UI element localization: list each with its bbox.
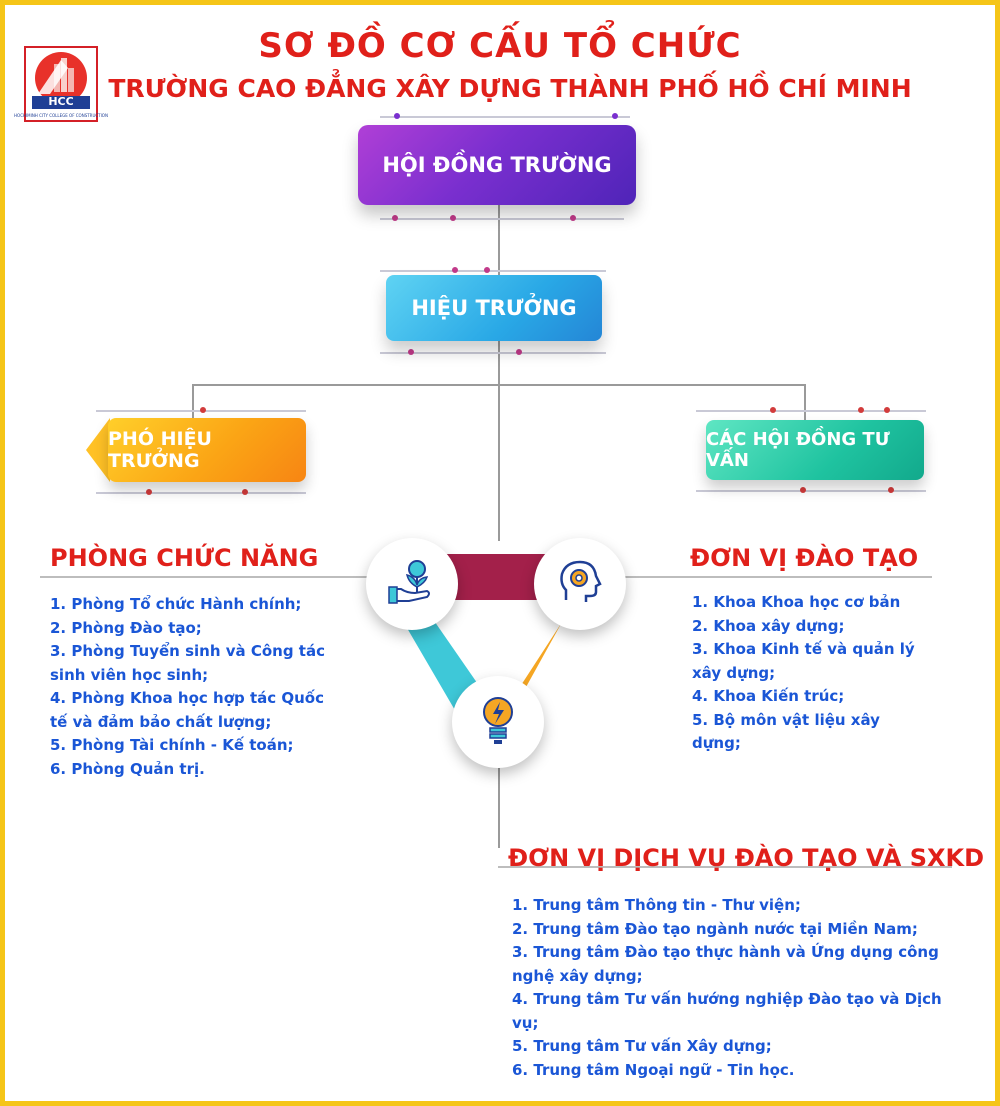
connector-line: [192, 384, 806, 386]
list-item: 5. Phòng Tài chính - Kế toán;: [50, 736, 294, 754]
connector-line: [804, 384, 806, 420]
list-item: 3. Phòng Tuyển sinh và Công tác: [50, 642, 325, 660]
decor-dot: [450, 215, 456, 221]
decor-dot: [146, 489, 152, 495]
head-gear-icon: [556, 558, 604, 610]
decor-dot: [888, 487, 894, 493]
decor-dot: [884, 407, 890, 413]
decor-dot: [858, 407, 864, 413]
decor-rail: [380, 116, 630, 118]
decor-dot: [770, 407, 776, 413]
list-don-vi-dich-vu: [512, 894, 952, 1082]
section-heading-phong-chuc-nang: PHÒNG CHỨC NĂNG: [50, 544, 319, 572]
list-item: vụ;: [512, 1013, 539, 1032]
list-item: 5. Bộ môn vật liệu xây dựng;: [692, 710, 880, 752]
list-item: 6. Phòng Quản trị.: [50, 759, 205, 778]
connector-line: [192, 384, 194, 418]
circle-functional: [366, 538, 458, 630]
decor-rail: [380, 218, 624, 220]
decor-dot: [484, 267, 490, 273]
list-item: 4. Khoa Kiến trúc;: [692, 687, 845, 705]
list-item: xây dựng;: [692, 663, 776, 682]
decor-dot: [452, 267, 458, 273]
decor-rail: [696, 410, 926, 412]
logo-text: HCC: [48, 95, 74, 108]
list-item: 4. Trung tâm Tư vấn hướng nghiệp Đào tạo và Dịch: [512, 990, 942, 1008]
node-pho-hieu-truong-arrow: [86, 418, 110, 482]
decor-dot: [570, 215, 576, 221]
decor-rail: [380, 270, 606, 272]
decor-dot: [242, 489, 248, 495]
plant-hand-icon: [387, 559, 437, 609]
list-item: 1. Trung tâm Thông tin - Thư viện;: [512, 896, 801, 914]
circle-training: [534, 538, 626, 630]
list-item: 2. Trung tâm Đào tạo ngành nước tại Miền Nam;: [512, 919, 918, 938]
decor-dot: [516, 349, 522, 355]
list-item: 1. Khoa Khoa học cơ bản: [692, 593, 901, 611]
list-item: 4. Phòng Khoa học hợp tác Quốc: [50, 689, 324, 707]
section-heading-don-vi-dich-vu: ĐƠN VỊ DỊCH VỤ ĐÀO TẠO VÀ SXKD: [508, 844, 985, 872]
decor-dot: [800, 487, 806, 493]
decor-dot: [392, 215, 398, 221]
list-item: 3. Khoa Kinh tế và quản lý: [692, 640, 915, 658]
lightbulb-icon: [478, 694, 518, 750]
page-title: SƠ ĐỒ CƠ CẤU TỔ CHỨC: [258, 26, 742, 66]
connector-line: [498, 341, 500, 541]
logo-tagline: HOCHIMINH CITY COLLEGE OF CONSTRUCTION: [14, 113, 108, 118]
list-don-vi-dao-tao: [692, 591, 932, 756]
page-subtitle: TRƯỜNG CAO ĐẲNG XÂY DỰNG THÀNH PHỐ HỒ CHÍ MINH: [108, 74, 912, 103]
divider-line: [40, 576, 370, 578]
list-item: 2. Khoa xây dựng;: [692, 616, 845, 635]
list-item: 1. Phòng Tổ chức Hành chính;: [50, 595, 302, 613]
list-phong-chuc-nang: [50, 593, 330, 781]
connector-line: [498, 205, 500, 275]
divider-line: [624, 576, 932, 578]
connector-line: [498, 768, 500, 848]
decor-dot: [200, 407, 206, 413]
list-item: 5. Trung tâm Tư vấn Xây dựng;: [512, 1037, 772, 1055]
list-item: 3. Trung tâm Đào tạo thực hành và Ứng dụng công: [512, 943, 939, 961]
list-item: 2. Phòng Đào tạo;: [50, 618, 202, 637]
section-heading-don-vi-dao-tao: ĐƠN VỊ ĐÀO TẠO: [690, 544, 919, 572]
node-pho-hieu-truong: PHÓ HIỆU TRƯỞNG: [108, 418, 306, 482]
list-item: tế và đảm bảo chất lượng;: [50, 712, 272, 731]
node-hieu-truong: HIỆU TRƯỞNG: [386, 275, 602, 341]
decor-rail: [96, 492, 306, 494]
decor-dot: [408, 349, 414, 355]
list-item: 6. Trung tâm Ngoại ngữ - Tin học.: [512, 1060, 795, 1079]
list-item: nghệ xây dựng;: [512, 966, 643, 985]
decor-dot: [394, 113, 400, 119]
circle-service: [452, 676, 544, 768]
node-cac-hoi-dong-tu-van: CÁC HỘI ĐỒNG TƯ VẤN: [706, 420, 924, 480]
decor-dot: [612, 113, 618, 119]
node-hoi-dong-truong: HỘI ĐỒNG TRƯỜNG: [358, 125, 636, 205]
list-item: sinh viên học sinh;: [50, 665, 209, 684]
